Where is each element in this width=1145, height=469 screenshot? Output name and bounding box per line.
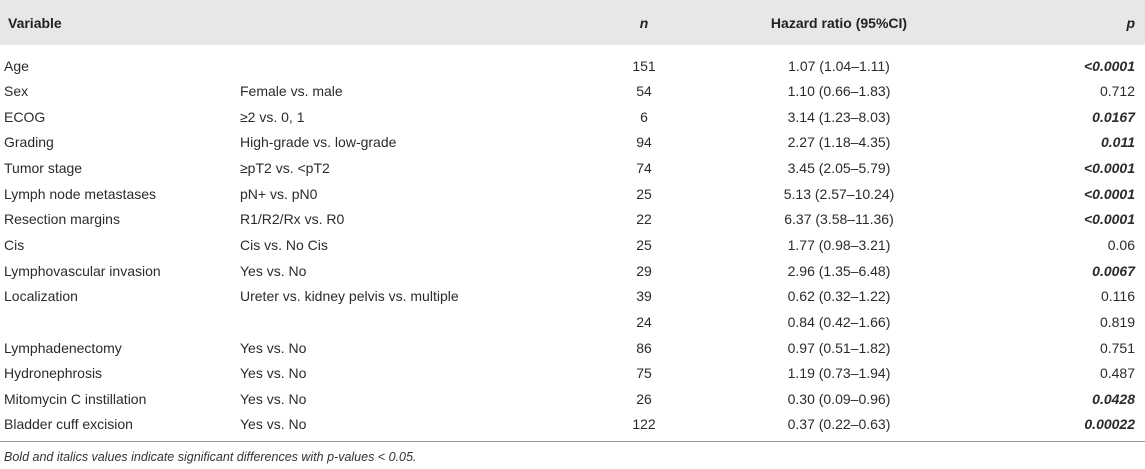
cell-comparison: Yes vs. No [240, 339, 307, 356]
table-bottom-rule [0, 441, 1145, 442]
cell-p-value: 0.0428 [1092, 391, 1135, 408]
cell-variable: Lymphovascular invasion [4, 262, 161, 279]
table-row [0, 232, 1145, 258]
table-row [0, 104, 1145, 130]
cell-comparison [240, 45, 560, 78]
header-p-value: p [1126, 14, 1135, 31]
cell-n: 74 [636, 159, 652, 176]
cell-comparison: R1/R2/Rx vs. R0 [240, 211, 345, 228]
cell-variable: Age [4, 57, 29, 74]
cell-n: 24 [636, 314, 652, 331]
cell-comparison [240, 309, 560, 335]
cell-p-value: <0.0001 [1084, 211, 1135, 228]
cell-hazard-ratio: 6.37 (3.58–11.36) [784, 211, 894, 228]
cell-n: 122 [632, 416, 656, 433]
cell-variable: Resection margins [4, 211, 120, 228]
cell-n: 25 [636, 185, 652, 202]
cell-hazard-ratio: 1.77 (0.98–3.21) [787, 236, 891, 253]
cell-variable [0, 309, 240, 335]
table-row [0, 309, 1145, 335]
cell-p-value: 0.712 [1099, 82, 1135, 99]
cell-variable: Sex [4, 82, 29, 99]
cell-variable: Tumor stage [4, 159, 83, 176]
cell-comparison: pN+ vs. pN0 [240, 185, 318, 202]
cell-hazard-ratio: 2.27 (1.18–4.35) [787, 134, 891, 151]
cell-n: 22 [636, 211, 652, 228]
table-body [0, 45, 1145, 445]
cell-p-value: <0.0001 [1084, 159, 1135, 176]
cell-p-value: 0.0167 [1092, 108, 1135, 125]
cell-variable: ECOG [4, 108, 46, 125]
header-comparison [240, 0, 560, 45]
table-row [0, 155, 1145, 181]
table-row [0, 361, 1145, 387]
cell-variable: Localization [4, 288, 78, 305]
cell-n: 39 [636, 288, 652, 305]
cell-n: 94 [636, 134, 652, 151]
table-row [0, 258, 1145, 284]
cell-hazard-ratio: 0.97 (0.51–1.82) [787, 339, 891, 356]
cell-p-value: 0.819 [1099, 314, 1135, 331]
cell-comparison: Female vs. male [240, 82, 343, 99]
cell-hazard-ratio: 0.62 (0.32–1.22) [787, 288, 891, 305]
cell-comparison: Yes vs. No [240, 391, 307, 408]
cell-n: 29 [636, 262, 652, 279]
cell-variable: Grading [4, 134, 54, 151]
cell-p-value: 0.487 [1099, 365, 1135, 382]
table-row [0, 129, 1145, 155]
cell-p-value: 0.751 [1099, 339, 1135, 356]
table-row [0, 412, 1145, 445]
table-row [0, 284, 1145, 310]
cell-comparison: ≥2 vs. 0, 1 [240, 108, 305, 125]
header-variable: Variable [8, 14, 62, 31]
cell-n: 6 [640, 108, 648, 125]
cell-hazard-ratio: 3.45 (2.05–5.79) [787, 159, 891, 176]
cell-hazard-ratio: 1.07 (1.04–1.11) [788, 57, 890, 74]
table-header [0, 0, 1145, 45]
cell-n: 25 [636, 236, 652, 253]
table-row [0, 335, 1145, 361]
cell-comparison: ≥pT2 vs. <pT2 [240, 159, 330, 176]
header-n: n [639, 14, 649, 31]
header-hazard-ratio: Hazard ratio (95%CI) [770, 14, 908, 31]
cell-n: 26 [636, 391, 652, 408]
cell-comparison: Cis vs. No Cis [240, 236, 328, 253]
cell-n: 151 [632, 57, 656, 74]
table-row [0, 45, 1145, 78]
cell-hazard-ratio: 2.96 (1.35–6.48) [787, 262, 891, 279]
cell-p-value: 0.011 [1101, 134, 1135, 151]
table-footnote: Bold and italics values indicate significant differences with p-values < 0.05. [4, 450, 417, 464]
cell-p-value: 0.0067 [1092, 262, 1135, 279]
cell-hazard-ratio: 0.84 (0.42–1.66) [787, 314, 891, 331]
cell-hazard-ratio: 1.19 (0.73–1.94) [787, 365, 891, 382]
cell-hazard-ratio: 0.37 (0.22–0.63) [787, 416, 891, 433]
cell-n: 86 [636, 339, 652, 356]
cell-n: 54 [636, 82, 652, 99]
cell-variable: Bladder cuff excision [4, 416, 133, 433]
cell-comparison: Yes vs. No [240, 416, 307, 433]
cell-hazard-ratio: 5.13 (2.57–10.24) [783, 185, 895, 202]
cell-variable: Mitomycin C instillation [4, 391, 147, 408]
cell-comparison: Yes vs. No [240, 365, 307, 382]
cell-p-value: <0.0001 [1084, 57, 1135, 74]
table-row [0, 206, 1145, 232]
header-row [0, 0, 1145, 45]
table-row [0, 386, 1145, 412]
cell-comparison: Ureter vs. kidney pelvis vs. multiple [240, 288, 459, 305]
cell-comparison: Yes vs. No [240, 262, 307, 279]
cell-variable: Hydronephrosis [4, 365, 103, 382]
cell-n: 75 [636, 365, 652, 382]
cell-p-value: 0.116 [1101, 288, 1135, 305]
table-row [0, 78, 1145, 104]
table-row [0, 181, 1145, 207]
cell-p-value: <0.0001 [1084, 185, 1135, 202]
cell-hazard-ratio: 1.10 (0.66–1.83) [787, 82, 891, 99]
cell-p-value: 0.06 [1107, 236, 1135, 253]
cell-variable: Cis [4, 236, 25, 253]
cell-p-value: 0.00022 [1084, 416, 1135, 433]
cell-variable: Lymphadenectomy [4, 339, 122, 356]
cell-variable: Lymph node metastases [4, 185, 157, 202]
cell-comparison: High-grade vs. low-grade [240, 134, 397, 151]
cell-hazard-ratio: 0.30 (0.09–0.96) [787, 391, 891, 408]
cell-hazard-ratio: 3.14 (1.23–8.03) [787, 108, 891, 125]
